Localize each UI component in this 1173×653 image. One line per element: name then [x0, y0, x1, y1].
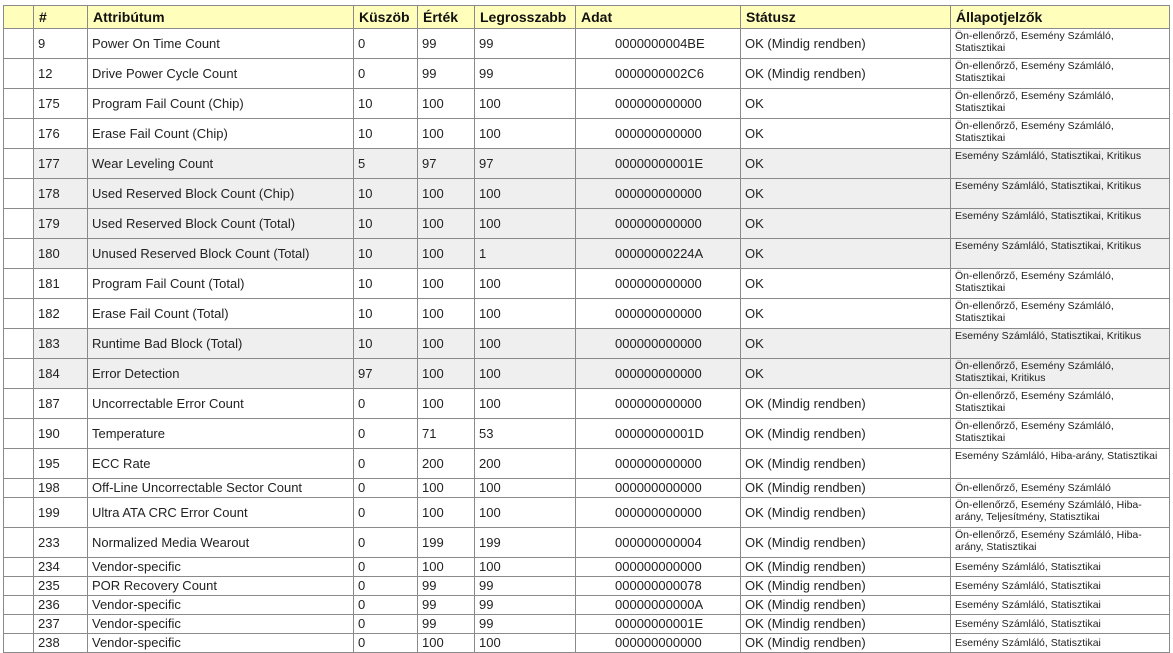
value-cell: 99	[418, 29, 475, 59]
threshold-cell: 10	[354, 119, 418, 149]
flags-cell: Esemény Számláló, Statisztikai	[951, 596, 1170, 615]
attribute-id-cell: 175	[34, 89, 88, 119]
flags-cell: Ön-ellenőrző, Esemény Számláló, Statisztikai	[951, 29, 1170, 59]
table-row[interactable]	[4, 239, 1170, 269]
value-cell: 100	[418, 299, 475, 329]
row-marker-cell	[4, 558, 34, 577]
attribute-name-cell: Vendor-specific	[88, 634, 354, 653]
row-marker-cell	[4, 119, 34, 149]
row-marker-cell	[4, 479, 34, 498]
flags-cell: Esemény Számláló, Statisztikai, Kritikus	[951, 329, 1170, 359]
status-cell: OK (Mindig rendben)	[741, 389, 951, 419]
worst-cell: 100	[475, 299, 576, 329]
row-marker-cell	[4, 528, 34, 558]
row-marker-cell	[4, 239, 34, 269]
flags-cell: Ön-ellenőrző, Esemény Számláló, Statisztikai	[951, 89, 1170, 119]
worst-cell: 100	[475, 359, 576, 389]
value-cell: 71	[418, 419, 475, 449]
header-select	[4, 6, 34, 29]
row-marker-cell	[4, 59, 34, 89]
status-cell: OK	[741, 329, 951, 359]
table-row[interactable]	[4, 209, 1170, 239]
attribute-id-cell: 178	[34, 179, 88, 209]
table-row[interactable]	[4, 119, 1170, 149]
status-cell: OK	[741, 359, 951, 389]
flags-cell: Ön-ellenőrző, Esemény Számláló, Statisztikai	[951, 119, 1170, 149]
flags-cell: Ön-ellenőrző, Esemény Számláló, Statisztikai	[951, 269, 1170, 299]
value-cell: 99	[418, 59, 475, 89]
table-row[interactable]	[4, 149, 1170, 179]
row-marker-cell	[4, 89, 34, 119]
table-row[interactable]	[4, 634, 1170, 653]
threshold-cell: 0	[354, 634, 418, 653]
table-row[interactable]	[4, 615, 1170, 634]
value-cell: 100	[418, 498, 475, 528]
header-data[interactable]: Adat	[576, 6, 741, 29]
threshold-cell: 10	[354, 239, 418, 269]
raw-data-cell: 000000000000	[576, 359, 741, 389]
flags-cell: Ön-ellenőrző, Esemény Számláló, Statisztikai	[951, 389, 1170, 419]
attribute-name-cell: Program Fail Count (Chip)	[88, 89, 354, 119]
smart-attributes-panel	[3, 5, 1169, 653]
table-row[interactable]	[4, 577, 1170, 596]
attribute-name-cell: Power On Time Count	[88, 29, 354, 59]
value-cell: 99	[418, 577, 475, 596]
raw-data-cell: 000000000000	[576, 498, 741, 528]
row-marker-cell	[4, 634, 34, 653]
worst-cell: 99	[475, 596, 576, 615]
value-cell: 100	[418, 89, 475, 119]
smart-attributes-table	[3, 5, 1170, 653]
attribute-name-cell: Off-Line Uncorrectable Sector Count	[88, 479, 354, 498]
attribute-name-cell: Program Fail Count (Total)	[88, 269, 354, 299]
attribute-id-cell: 183	[34, 329, 88, 359]
raw-data-cell: 000000000000	[576, 479, 741, 498]
worst-cell: 100	[475, 389, 576, 419]
table-row[interactable]	[4, 359, 1170, 389]
attribute-id-cell: 238	[34, 634, 88, 653]
value-cell: 100	[418, 119, 475, 149]
attribute-name-cell: Runtime Bad Block (Total)	[88, 329, 354, 359]
worst-cell: 97	[475, 149, 576, 179]
status-cell: OK (Mindig rendben)	[741, 29, 951, 59]
flags-cell: Ön-ellenőrző, Esemény Számláló, Statisztikai	[951, 59, 1170, 89]
header-worst[interactable]: Legrosszabb	[475, 6, 576, 29]
attribute-name-cell: Erase Fail Count (Total)	[88, 299, 354, 329]
flags-cell: Esemény Számláló, Statisztikai, Kritikus	[951, 149, 1170, 179]
threshold-cell: 10	[354, 179, 418, 209]
flags-cell: Esemény Számláló, Statisztikai	[951, 577, 1170, 596]
raw-data-cell: 000000000000	[576, 634, 741, 653]
table-row[interactable]	[4, 89, 1170, 119]
threshold-cell: 97	[354, 359, 418, 389]
header-status[interactable]: Státusz	[741, 6, 951, 29]
attribute-name-cell: Vendor-specific	[88, 596, 354, 615]
raw-data-cell: 000000000000	[576, 299, 741, 329]
worst-cell: 99	[475, 29, 576, 59]
attribute-name-cell: Used Reserved Block Count (Chip)	[88, 179, 354, 209]
worst-cell: 100	[475, 89, 576, 119]
status-cell: OK (Mindig rendben)	[741, 449, 951, 479]
worst-cell: 1	[475, 239, 576, 269]
value-cell: 100	[418, 634, 475, 653]
worst-cell: 100	[475, 479, 576, 498]
worst-cell: 100	[475, 558, 576, 577]
table-row[interactable]	[4, 419, 1170, 449]
status-cell: OK (Mindig rendben)	[741, 59, 951, 89]
raw-data-cell: 00000000000A	[576, 596, 741, 615]
status-cell: OK (Mindig rendben)	[741, 596, 951, 615]
row-marker-cell	[4, 269, 34, 299]
attribute-name-cell: Drive Power Cycle Count	[88, 59, 354, 89]
flags-cell: Esemény Számláló, Statisztikai, Kritikus	[951, 179, 1170, 209]
attribute-id-cell: 190	[34, 419, 88, 449]
threshold-cell: 10	[354, 329, 418, 359]
threshold-cell: 10	[354, 269, 418, 299]
status-cell: OK (Mindig rendben)	[741, 634, 951, 653]
row-marker-cell	[4, 419, 34, 449]
status-cell: OK	[741, 299, 951, 329]
row-marker-cell	[4, 389, 34, 419]
threshold-cell: 10	[354, 89, 418, 119]
attribute-name-cell: Vendor-specific	[88, 615, 354, 634]
status-cell: OK (Mindig rendben)	[741, 615, 951, 634]
value-cell: 97	[418, 149, 475, 179]
table-row[interactable]	[4, 528, 1170, 558]
attribute-id-cell: 233	[34, 528, 88, 558]
raw-data-cell: 000000000004	[576, 528, 741, 558]
table-row[interactable]	[4, 389, 1170, 419]
attribute-id-cell: 177	[34, 149, 88, 179]
flags-cell: Esemény Számláló, Statisztikai	[951, 615, 1170, 634]
flags-cell: Ön-ellenőrző, Esemény Számláló	[951, 479, 1170, 498]
threshold-cell: 0	[354, 528, 418, 558]
worst-cell: 99	[475, 577, 576, 596]
value-cell: 100	[418, 209, 475, 239]
attribute-id-cell: 176	[34, 119, 88, 149]
header-flags[interactable]: Állapotjelzők	[951, 6, 1170, 29]
worst-cell: 100	[475, 269, 576, 299]
threshold-cell: 0	[354, 596, 418, 615]
flags-cell: Esemény Számláló, Statisztikai, Kritikus	[951, 209, 1170, 239]
worst-cell: 200	[475, 449, 576, 479]
raw-data-cell: 0000000002C6	[576, 59, 741, 89]
table-body	[4, 29, 1170, 653]
table-row[interactable]	[4, 498, 1170, 528]
table-row[interactable]	[4, 449, 1170, 479]
status-cell: OK	[741, 179, 951, 209]
raw-data-cell: 00000000001D	[576, 419, 741, 449]
value-cell: 100	[418, 558, 475, 577]
table-row[interactable]	[4, 596, 1170, 615]
worst-cell: 99	[475, 59, 576, 89]
value-cell: 199	[418, 528, 475, 558]
table-row[interactable]	[4, 299, 1170, 329]
attribute-name-cell: Temperature	[88, 419, 354, 449]
raw-data-cell: 000000000000	[576, 119, 741, 149]
attribute-name-cell: Used Reserved Block Count (Total)	[88, 209, 354, 239]
raw-data-cell: 000000000000	[576, 558, 741, 577]
attribute-name-cell: ECC Rate	[88, 449, 354, 479]
threshold-cell: 5	[354, 149, 418, 179]
status-cell: OK (Mindig rendben)	[741, 419, 951, 449]
raw-data-cell: 000000000000	[576, 329, 741, 359]
threshold-cell: 0	[354, 419, 418, 449]
value-cell: 100	[418, 269, 475, 299]
attribute-id-cell: 237	[34, 615, 88, 634]
attribute-id-cell: 234	[34, 558, 88, 577]
worst-cell: 100	[475, 498, 576, 528]
flags-cell: Esemény Számláló, Statisztikai, Kritikus	[951, 239, 1170, 269]
threshold-cell: 0	[354, 577, 418, 596]
row-marker-cell	[4, 329, 34, 359]
raw-data-cell: 000000000000	[576, 179, 741, 209]
header-threshold[interactable]: Küszöb	[354, 6, 418, 29]
threshold-cell: 0	[354, 449, 418, 479]
row-marker-cell	[4, 615, 34, 634]
threshold-cell: 0	[354, 498, 418, 528]
attribute-id-cell: 195	[34, 449, 88, 479]
table-row[interactable]	[4, 179, 1170, 209]
raw-data-cell: 000000000000	[576, 269, 741, 299]
attribute-id-cell: 236	[34, 596, 88, 615]
row-marker-cell	[4, 179, 34, 209]
threshold-cell: 0	[354, 615, 418, 634]
row-marker-cell	[4, 29, 34, 59]
threshold-cell: 0	[354, 59, 418, 89]
worst-cell: 100	[475, 179, 576, 209]
flags-cell: Ön-ellenőrző, Esemény Számláló, Statisztikai	[951, 299, 1170, 329]
table-row[interactable]	[4, 59, 1170, 89]
status-cell: OK (Mindig rendben)	[741, 528, 951, 558]
value-cell: 100	[418, 179, 475, 209]
attribute-id-cell: 12	[34, 59, 88, 89]
value-cell: 100	[418, 479, 475, 498]
row-marker-cell	[4, 498, 34, 528]
status-cell: OK	[741, 269, 951, 299]
attribute-name-cell: Unused Reserved Block Count (Total)	[88, 239, 354, 269]
attribute-name-cell: Uncorrectable Error Count	[88, 389, 354, 419]
attribute-id-cell: 9	[34, 29, 88, 59]
table-row[interactable]	[4, 29, 1170, 59]
attribute-id-cell: 235	[34, 577, 88, 596]
table-row[interactable]	[4, 269, 1170, 299]
worst-cell: 100	[475, 634, 576, 653]
table-row[interactable]	[4, 329, 1170, 359]
value-cell: 100	[418, 389, 475, 419]
attribute-id-cell: 198	[34, 479, 88, 498]
row-marker-cell	[4, 299, 34, 329]
worst-cell: 100	[475, 329, 576, 359]
worst-cell: 100	[475, 209, 576, 239]
flags-cell: Ön-ellenőrző, Esemény Számláló, Hiba-arány, Statisztikai	[951, 528, 1170, 558]
raw-data-cell: 000000000078	[576, 577, 741, 596]
raw-data-cell: 0000000004BE	[576, 29, 741, 59]
status-cell: OK	[741, 239, 951, 269]
attribute-name-cell: Vendor-specific	[88, 558, 354, 577]
threshold-cell: 0	[354, 479, 418, 498]
status-cell: OK	[741, 89, 951, 119]
status-cell: OK	[741, 209, 951, 239]
worst-cell: 199	[475, 528, 576, 558]
header-value[interactable]: Érték	[418, 6, 475, 29]
attribute-name-cell: Ultra ATA CRC Error Count	[88, 498, 354, 528]
worst-cell: 53	[475, 419, 576, 449]
table-row[interactable]	[4, 558, 1170, 577]
row-marker-cell	[4, 596, 34, 615]
flags-cell: Esemény Számláló, Hiba-arány, Statisztikai	[951, 449, 1170, 479]
threshold-cell: 0	[354, 558, 418, 577]
row-marker-cell	[4, 577, 34, 596]
attribute-id-cell: 181	[34, 269, 88, 299]
value-cell: 99	[418, 596, 475, 615]
status-cell: OK (Mindig rendben)	[741, 479, 951, 498]
value-cell: 100	[418, 239, 475, 269]
raw-data-cell: 000000000000	[576, 89, 741, 119]
raw-data-cell: 00000000224A	[576, 239, 741, 269]
attribute-name-cell: Wear Leveling Count	[88, 149, 354, 179]
flags-cell: Esemény Számláló, Statisztikai	[951, 634, 1170, 653]
attribute-name-cell: Normalized Media Wearout	[88, 528, 354, 558]
flags-cell: Ön-ellenőrző, Esemény Számláló, Hiba-arány, Teljesítmény, Statisztikai	[951, 498, 1170, 528]
raw-data-cell: 000000000000	[576, 389, 741, 419]
flags-cell: Ön-ellenőrző, Esemény Számláló, Statisztikai, Kritikus	[951, 359, 1170, 389]
attribute-id-cell: 184	[34, 359, 88, 389]
flags-cell: Esemény Számláló, Statisztikai	[951, 558, 1170, 577]
attribute-name-cell: Erase Fail Count (Chip)	[88, 119, 354, 149]
row-marker-cell	[4, 359, 34, 389]
status-cell: OK	[741, 149, 951, 179]
threshold-cell: 0	[354, 29, 418, 59]
flags-cell: Ön-ellenőrző, Esemény Számláló, Statisztikai	[951, 419, 1170, 449]
status-cell: OK (Mindig rendben)	[741, 558, 951, 577]
status-cell: OK	[741, 119, 951, 149]
header-attribute[interactable]: Attribútum	[88, 6, 354, 29]
attribute-id-cell: 179	[34, 209, 88, 239]
attribute-id-cell: 187	[34, 389, 88, 419]
value-cell: 100	[418, 359, 475, 389]
threshold-cell: 10	[354, 209, 418, 239]
table-header-row	[4, 6, 1170, 29]
header-id[interactable]: #	[34, 6, 88, 29]
threshold-cell: 0	[354, 389, 418, 419]
raw-data-cell: 00000000001E	[576, 149, 741, 179]
attribute-id-cell: 182	[34, 299, 88, 329]
value-cell: 100	[418, 329, 475, 359]
threshold-cell: 10	[354, 299, 418, 329]
raw-data-cell: 000000000000	[576, 449, 741, 479]
row-marker-cell	[4, 149, 34, 179]
value-cell: 200	[418, 449, 475, 479]
worst-cell: 100	[475, 119, 576, 149]
attribute-name-cell: Error Detection	[88, 359, 354, 389]
worst-cell: 99	[475, 615, 576, 634]
value-cell: 99	[418, 615, 475, 634]
row-marker-cell	[4, 449, 34, 479]
attribute-name-cell: POR Recovery Count	[88, 577, 354, 596]
status-cell: OK (Mindig rendben)	[741, 577, 951, 596]
raw-data-cell: 000000000000	[576, 209, 741, 239]
attribute-id-cell: 180	[34, 239, 88, 269]
raw-data-cell: 00000000001E	[576, 615, 741, 634]
table-row[interactable]	[4, 479, 1170, 498]
row-marker-cell	[4, 209, 34, 239]
status-cell: OK (Mindig rendben)	[741, 498, 951, 528]
attribute-id-cell: 199	[34, 498, 88, 528]
